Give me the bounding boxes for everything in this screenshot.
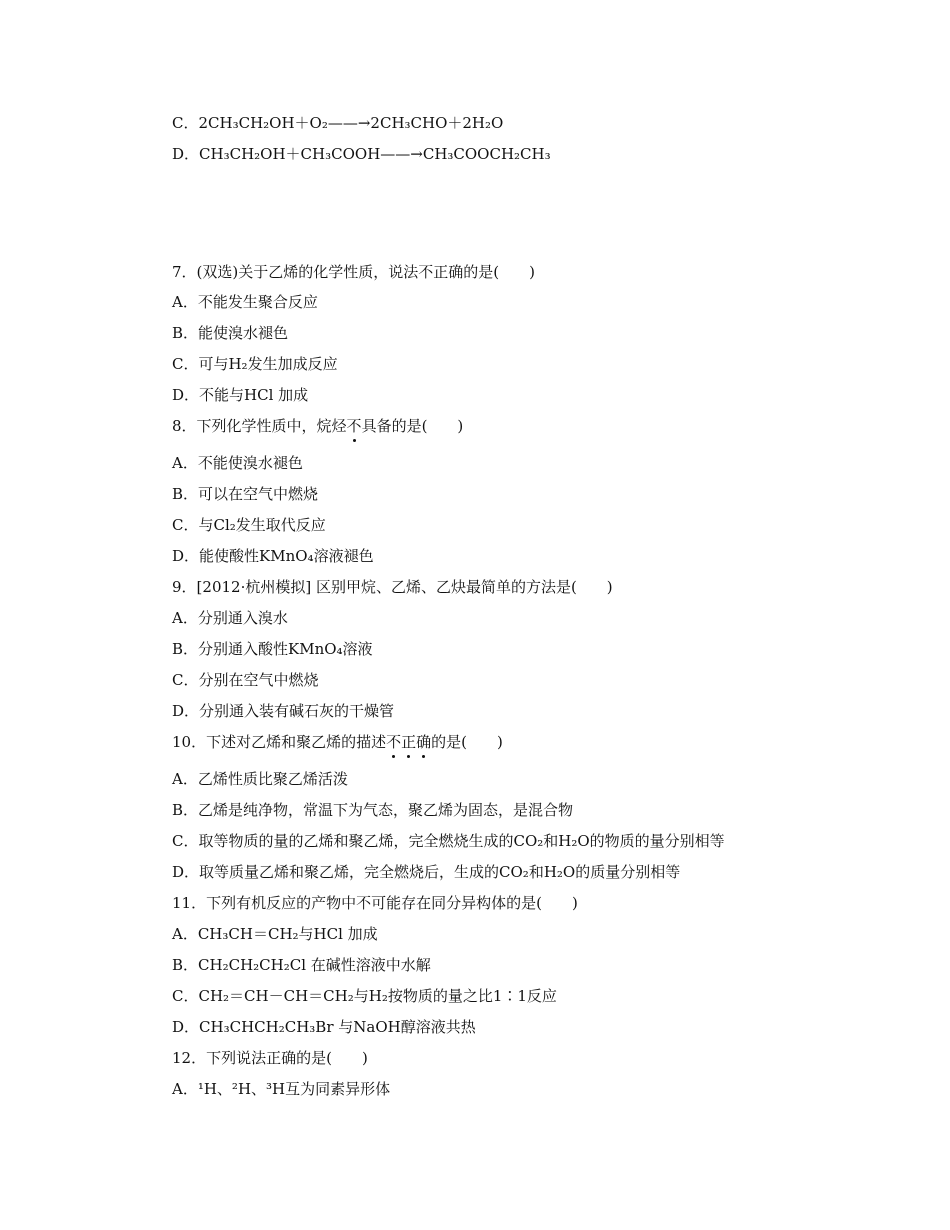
q10-option-a: A．乙烯性质比聚乙烯活泼 [172,770,348,788]
question-8-text: 8．下列化学性质中，烷烃 [172,417,347,435]
q11-option-d: D．CH₃CHCH₂CH₃Br 与NaOH醇溶液共热 [172,1018,476,1036]
q9-option-b: B．分别通入酸性KMnO₄溶液 [172,640,373,658]
q10-option-b: B．乙烯是纯净物，常温下为气态，聚乙烯为固态，是混合物 [172,801,574,819]
emphasis-dot-char: 确 [416,733,432,751]
q10-option-d: D．取等质量乙烯和聚乙烯，完全燃烧后，生成的CO₂和H₂O的质量分别相等 [172,863,681,881]
question-9: 9．[2012·杭州模拟] 区别甲烷、乙烯、乙炔最简单的方法是( ) [172,578,613,596]
q9-option-d: D．分别通入装有碱石灰的干燥管 [172,702,395,720]
option-c-equation: C．2CH₃CH₂OH＋O₂——→2CH₃CHO＋2H₂O [172,114,504,132]
q8-option-b: B．可以在空气中燃烧 [172,485,319,503]
q11-option-a: A．CH₃CH＝CH₂与HCl 加成 [172,925,378,943]
q7-option-d: D．不能与HCl 加成 [172,386,309,404]
question-10 [172,732,503,752]
option-d-equation: D．CH₃CH₂OH＋CH₃COOH——→CH₃COOCH₂CH₃ [172,145,551,163]
emphasis-dot-text [386,733,431,751]
question-11: 11．下列有机反应的产物中不可能存在同分异构体的是( ) [172,894,578,912]
q7-option-b: B．能使溴水褪色 [172,324,289,342]
emphasis-dot-text: 不 [346,417,362,435]
q8-option-d: D．能使酸性KMnO₄溶液褪色 [172,547,374,565]
q12-option-a: A．¹H、²H、³H互为同素异形体 [172,1080,391,1098]
q10-option-c: C．取等物质的量的乙烯和聚乙烯，完全燃烧生成的CO₂和H₂O的物质的量分别相等 [172,832,725,850]
question-12: 12．下列说法正确的是( ) [172,1049,368,1067]
q9-option-c: C．分别在空气中燃烧 [172,671,319,689]
q7-option-c: C．可与H₂发生加成反应 [172,355,338,373]
q8-option-a: A．不能使溴水褪色 [172,454,303,472]
emphasis-dot-char: 正 [401,733,417,751]
q7-option-a: A．不能发生聚合反应 [172,293,318,311]
q11-option-b: B．CH₂CH₂CH₂Cl 在碱性溶液中水解 [172,956,431,974]
question-8-text-end: 具备的是( ) [361,417,464,435]
question-10-text-end: 的是( ) [431,733,503,751]
question-8 [172,416,463,436]
q11-option-c: C．CH₂＝CH－CH＝CH₂与H₂按物质的量之比1∶1反应 [172,987,557,1005]
q8-option-c: C．与Cl₂发生取代反应 [172,516,326,534]
emphasis-dot-char: 不 [386,733,402,751]
q9-option-a: A．分别通入溴水 [172,609,288,627]
question-7: 7．(双选)关于乙烯的化学性质，说法不正确的是( ) [172,263,535,281]
question-10-text: 10．下述对乙烯和聚乙烯的描述 [172,733,387,751]
